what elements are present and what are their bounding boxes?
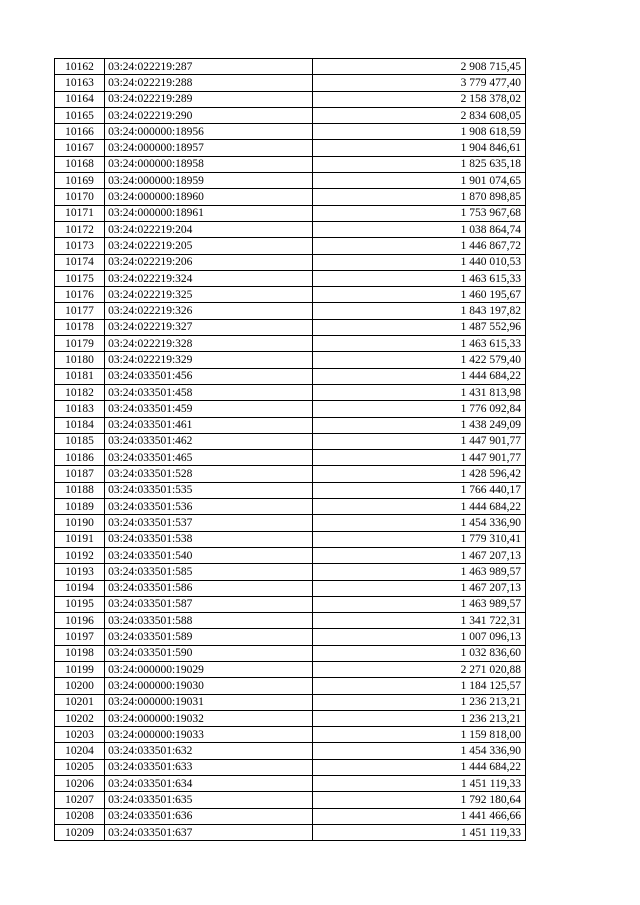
row-number-cell: 10162 xyxy=(55,59,105,75)
row-number-cell: 10178 xyxy=(55,319,105,335)
cadastral-number-cell: 03:24:022219:328 xyxy=(105,336,312,352)
table-row xyxy=(55,743,526,759)
cadastral-value-cell: 1 236 213,21 xyxy=(312,694,525,710)
row-number-cell: 10164 xyxy=(55,91,105,107)
row-number-cell: 10187 xyxy=(55,466,105,482)
cadastral-value-cell: 1 753 967,68 xyxy=(312,205,525,221)
row-number-cell: 10183 xyxy=(55,401,105,417)
cadastral-number-cell: 03:24:033501:585 xyxy=(105,564,312,580)
row-number-cell: 10175 xyxy=(55,270,105,286)
cadastral-number-cell: 03:24:033501:536 xyxy=(105,499,312,515)
cadastral-number-cell: 03:24:000000:18961 xyxy=(105,205,312,221)
table-row xyxy=(55,59,526,75)
table-row xyxy=(55,792,526,808)
row-number-cell: 10209 xyxy=(55,824,105,840)
row-number-cell: 10173 xyxy=(55,238,105,254)
cadastral-value-cell: 1 454 336,90 xyxy=(312,743,525,759)
table-row xyxy=(55,205,526,221)
row-number-cell: 10191 xyxy=(55,531,105,547)
row-number-cell: 10177 xyxy=(55,303,105,319)
table-row xyxy=(55,336,526,352)
cadastral-number-cell: 03:24:033501:589 xyxy=(105,629,312,645)
row-number-cell: 10200 xyxy=(55,678,105,694)
cadastral-number-cell: 03:24:022219:288 xyxy=(105,75,312,91)
cadastral-number-cell: 03:24:022219:329 xyxy=(105,352,312,368)
cadastral-value-cell: 1 159 818,00 xyxy=(312,727,525,743)
table-row xyxy=(55,319,526,335)
table-row xyxy=(55,466,526,482)
table-row xyxy=(55,433,526,449)
row-number-cell: 10181 xyxy=(55,368,105,384)
table-row xyxy=(55,368,526,384)
cadastral-number-cell: 03:24:033501:459 xyxy=(105,401,312,417)
cadastral-number-cell: 03:24:033501:461 xyxy=(105,417,312,433)
table-row xyxy=(55,450,526,466)
cadastral-number-cell: 03:24:022219:290 xyxy=(105,107,312,123)
cadastral-number-cell: 03:24:033501:535 xyxy=(105,482,312,498)
cadastral-number-cell: 03:24:022219:289 xyxy=(105,91,312,107)
table-row xyxy=(55,303,526,319)
row-number-cell: 10193 xyxy=(55,564,105,580)
cadastral-number-cell: 03:24:033501:635 xyxy=(105,792,312,808)
cadastral-value-cell: 1 463 989,57 xyxy=(312,564,525,580)
cadastral-number-cell: 03:24:033501:538 xyxy=(105,531,312,547)
row-number-cell: 10203 xyxy=(55,727,105,743)
table-row xyxy=(55,270,526,286)
cadastral-value-cell: 1 843 197,82 xyxy=(312,303,525,319)
cadastral-number-cell: 03:24:000000:19032 xyxy=(105,710,312,726)
row-number-cell: 10179 xyxy=(55,336,105,352)
cadastral-number-cell: 03:24:033501:458 xyxy=(105,384,312,400)
row-number-cell: 10206 xyxy=(55,776,105,792)
cadastral-value-cell: 1 463 615,33 xyxy=(312,270,525,286)
cadastral-number-cell: 03:24:000000:19029 xyxy=(105,661,312,677)
row-number-cell: 10201 xyxy=(55,694,105,710)
cadastral-value-cell: 2 908 715,45 xyxy=(312,59,525,75)
cadastral-value-cell: 1 766 440,17 xyxy=(312,482,525,498)
cadastral-value-cell: 1 441 466,66 xyxy=(312,808,525,824)
table-row xyxy=(55,727,526,743)
cadastral-number-cell: 03:24:033501:588 xyxy=(105,613,312,629)
cadastral-value-cell: 1 776 092,84 xyxy=(312,401,525,417)
cadastral-value-cell: 1 463 989,57 xyxy=(312,596,525,612)
table-row xyxy=(55,140,526,156)
cadastral-number-cell: 03:24:022219:324 xyxy=(105,270,312,286)
cadastral-number-cell: 03:24:022219:204 xyxy=(105,221,312,237)
cadastral-value-cell: 1 908 618,59 xyxy=(312,124,525,140)
table-row xyxy=(55,596,526,612)
table-row xyxy=(55,694,526,710)
row-number-cell: 10182 xyxy=(55,384,105,400)
row-number-cell: 10199 xyxy=(55,661,105,677)
row-number-cell: 10186 xyxy=(55,450,105,466)
cadastral-number-cell: 03:24:000000:19031 xyxy=(105,694,312,710)
row-number-cell: 10195 xyxy=(55,596,105,612)
cadastral-number-cell: 03:24:033501:586 xyxy=(105,580,312,596)
cadastral-number-cell: 03:24:022219:326 xyxy=(105,303,312,319)
table-row xyxy=(55,499,526,515)
table-body xyxy=(55,59,526,841)
cadastral-number-cell: 03:24:033501:537 xyxy=(105,515,312,531)
cadastral-number-cell: 03:24:022219:327 xyxy=(105,319,312,335)
cadastral-value-cell: 1 440 010,53 xyxy=(312,254,525,270)
cadastral-value-cell: 1 446 867,72 xyxy=(312,238,525,254)
cadastral-value-cell: 1 451 119,33 xyxy=(312,824,525,840)
table-row xyxy=(55,173,526,189)
table-row xyxy=(55,547,526,563)
cadastral-value-cell: 1 444 684,22 xyxy=(312,759,525,775)
cadastral-number-cell: 03:24:000000:18958 xyxy=(105,156,312,172)
cadastral-number-cell: 03:24:033501:540 xyxy=(105,547,312,563)
cadastral-value-table xyxy=(54,58,526,841)
cadastral-number-cell: 03:24:000000:19033 xyxy=(105,727,312,743)
table-row xyxy=(55,759,526,775)
table-row xyxy=(55,107,526,123)
cadastral-value-cell: 1 236 213,21 xyxy=(312,710,525,726)
table-row xyxy=(55,91,526,107)
row-number-cell: 10166 xyxy=(55,124,105,140)
cadastral-value-cell: 1 341 722,31 xyxy=(312,613,525,629)
table-row xyxy=(55,401,526,417)
cadastral-value-cell: 1 467 207,13 xyxy=(312,547,525,563)
cadastral-number-cell: 03:24:022219:206 xyxy=(105,254,312,270)
table-row xyxy=(55,189,526,205)
table-row xyxy=(55,808,526,824)
cadastral-number-cell: 03:24:033501:462 xyxy=(105,433,312,449)
table-row xyxy=(55,564,526,580)
cadastral-number-cell: 03:24:022219:325 xyxy=(105,287,312,303)
cadastral-number-cell: 03:24:000000:18956 xyxy=(105,124,312,140)
row-number-cell: 10198 xyxy=(55,645,105,661)
row-number-cell: 10194 xyxy=(55,580,105,596)
row-number-cell: 10171 xyxy=(55,205,105,221)
cadastral-value-cell: 1 825 635,18 xyxy=(312,156,525,172)
cadastral-value-cell: 2 158 378,02 xyxy=(312,91,525,107)
row-number-cell: 10208 xyxy=(55,808,105,824)
cadastral-value-cell: 1 467 207,13 xyxy=(312,580,525,596)
cadastral-value-cell: 1 032 836,60 xyxy=(312,645,525,661)
table-row xyxy=(55,75,526,91)
cadastral-value-cell: 1 460 195,67 xyxy=(312,287,525,303)
cadastral-value-cell: 1 779 310,41 xyxy=(312,531,525,547)
row-number-cell: 10169 xyxy=(55,173,105,189)
row-number-cell: 10189 xyxy=(55,499,105,515)
row-number-cell: 10196 xyxy=(55,613,105,629)
table-row xyxy=(55,710,526,726)
cadastral-number-cell: 03:24:000000:18960 xyxy=(105,189,312,205)
row-number-cell: 10188 xyxy=(55,482,105,498)
table-row xyxy=(55,352,526,368)
table-row xyxy=(55,515,526,531)
cadastral-value-cell: 1 444 684,22 xyxy=(312,499,525,515)
cadastral-value-cell: 1 901 074,65 xyxy=(312,173,525,189)
cadastral-value-cell: 1 463 615,33 xyxy=(312,336,525,352)
row-number-cell: 10174 xyxy=(55,254,105,270)
cadastral-number-cell: 03:24:033501:528 xyxy=(105,466,312,482)
table-row xyxy=(55,531,526,547)
cadastral-value-cell: 1 428 596,42 xyxy=(312,466,525,482)
cadastral-value-cell: 1 487 552,96 xyxy=(312,319,525,335)
cadastral-value-cell: 1 454 336,90 xyxy=(312,515,525,531)
row-number-cell: 10165 xyxy=(55,107,105,123)
table-row xyxy=(55,417,526,433)
cadastral-number-cell: 03:24:022219:287 xyxy=(105,59,312,75)
cadastral-number-cell: 03:24:033501:632 xyxy=(105,743,312,759)
row-number-cell: 10167 xyxy=(55,140,105,156)
cadastral-value-cell: 1 792 180,64 xyxy=(312,792,525,808)
cadastral-number-cell: 03:24:000000:19030 xyxy=(105,678,312,694)
table-row xyxy=(55,287,526,303)
cadastral-number-cell: 03:24:033501:634 xyxy=(105,776,312,792)
table-row xyxy=(55,661,526,677)
cadastral-value-cell: 1 007 096,13 xyxy=(312,629,525,645)
cadastral-value-cell: 2 271 020,88 xyxy=(312,661,525,677)
cadastral-value-cell: 1 904 846,61 xyxy=(312,140,525,156)
cadastral-number-cell: 03:24:000000:18959 xyxy=(105,173,312,189)
table-row xyxy=(55,156,526,172)
row-number-cell: 10168 xyxy=(55,156,105,172)
cadastral-value-cell: 1 038 864,74 xyxy=(312,221,525,237)
row-number-cell: 10204 xyxy=(55,743,105,759)
row-number-cell: 10184 xyxy=(55,417,105,433)
table-row xyxy=(55,629,526,645)
table-row xyxy=(55,482,526,498)
row-number-cell: 10185 xyxy=(55,433,105,449)
row-number-cell: 10180 xyxy=(55,352,105,368)
cadastral-value-cell: 1 447 901,77 xyxy=(312,450,525,466)
row-number-cell: 10163 xyxy=(55,75,105,91)
cadastral-value-cell: 1 184 125,57 xyxy=(312,678,525,694)
row-number-cell: 10170 xyxy=(55,189,105,205)
row-number-cell: 10202 xyxy=(55,710,105,726)
table-row xyxy=(55,221,526,237)
table-row xyxy=(55,238,526,254)
cadastral-number-cell: 03:24:033501:465 xyxy=(105,450,312,466)
row-number-cell: 10176 xyxy=(55,287,105,303)
cadastral-number-cell: 03:24:033501:633 xyxy=(105,759,312,775)
cadastral-value-cell: 1 431 813,98 xyxy=(312,384,525,400)
cadastral-number-cell: 03:24:033501:637 xyxy=(105,824,312,840)
table-row xyxy=(55,580,526,596)
cadastral-number-cell: 03:24:033501:587 xyxy=(105,596,312,612)
cadastral-value-cell: 1 444 684,22 xyxy=(312,368,525,384)
table-row xyxy=(55,776,526,792)
cadastral-number-cell: 03:24:000000:18957 xyxy=(105,140,312,156)
cadastral-number-cell: 03:24:033501:590 xyxy=(105,645,312,661)
row-number-cell: 10192 xyxy=(55,547,105,563)
table-row xyxy=(55,824,526,840)
table-row xyxy=(55,124,526,140)
cadastral-value-cell: 1 422 579,40 xyxy=(312,352,525,368)
cadastral-value-cell: 1 451 119,33 xyxy=(312,776,525,792)
table-row xyxy=(55,678,526,694)
table-row xyxy=(55,254,526,270)
row-number-cell: 10207 xyxy=(55,792,105,808)
row-number-cell: 10190 xyxy=(55,515,105,531)
row-number-cell: 10197 xyxy=(55,629,105,645)
cadastral-number-cell: 03:24:033501:456 xyxy=(105,368,312,384)
cadastral-number-cell: 03:24:022219:205 xyxy=(105,238,312,254)
row-number-cell: 10172 xyxy=(55,221,105,237)
cadastral-value-cell: 1 438 249,09 xyxy=(312,417,525,433)
cadastral-number-cell: 03:24:033501:636 xyxy=(105,808,312,824)
cadastral-value-cell: 3 779 477,40 xyxy=(312,75,525,91)
row-number-cell: 10205 xyxy=(55,759,105,775)
cadastral-value-cell: 2 834 608,05 xyxy=(312,107,525,123)
table-row xyxy=(55,645,526,661)
table-row xyxy=(55,384,526,400)
cadastral-value-cell: 1 870 898,85 xyxy=(312,189,525,205)
cadastral-value-cell: 1 447 901,77 xyxy=(312,433,525,449)
table-row xyxy=(55,613,526,629)
